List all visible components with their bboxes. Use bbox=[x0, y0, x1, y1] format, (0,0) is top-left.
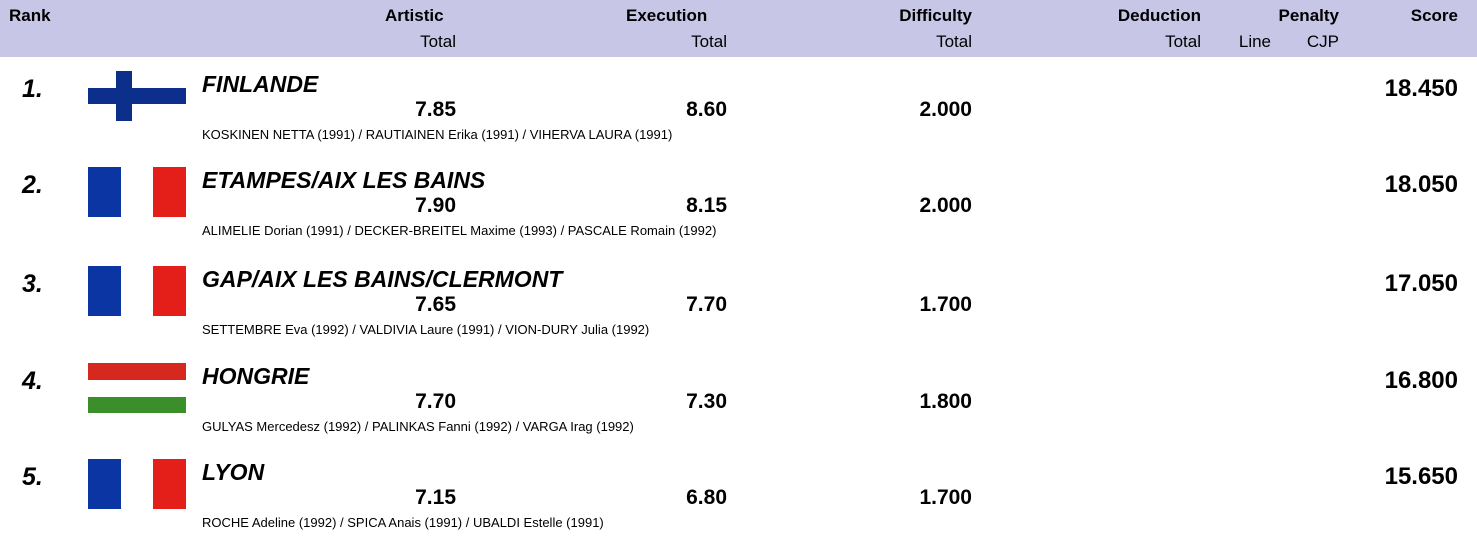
artistic-total: 7.90 bbox=[415, 194, 456, 217]
execution-total: 8.15 bbox=[686, 194, 727, 217]
difficulty-total: 1.700 bbox=[919, 293, 972, 316]
score-value: 18.050 bbox=[1384, 171, 1458, 198]
score-value: 18.450 bbox=[1384, 75, 1458, 102]
header-deduction: Deduction bbox=[1117, 6, 1201, 25]
rank-number: 3. bbox=[22, 270, 43, 298]
header-penalty-line: Line bbox=[1238, 32, 1271, 51]
artistic-total: 7.65 bbox=[415, 293, 456, 316]
execution-total: 6.80 bbox=[686, 486, 727, 509]
execution-total: 7.30 bbox=[686, 390, 727, 413]
france-flag-icon bbox=[88, 167, 186, 217]
header-execution-total: Total bbox=[691, 32, 727, 51]
header-deduction-total: Total bbox=[1165, 32, 1201, 51]
rank-number: 1. bbox=[22, 75, 43, 103]
header-rank: Rank bbox=[9, 6, 51, 25]
rank-number: 5. bbox=[22, 463, 43, 491]
header-difficulty: Difficulty bbox=[899, 6, 972, 25]
hungary-flag-icon bbox=[88, 363, 186, 413]
header-difficulty-total: Total bbox=[936, 32, 972, 51]
artistic-total: 7.70 bbox=[415, 390, 456, 413]
header-artistic: Artistic bbox=[385, 6, 444, 25]
rank-number: 4. bbox=[22, 367, 43, 395]
result-row bbox=[0, 363, 1477, 448]
difficulty-total: 2.000 bbox=[919, 98, 972, 121]
france-flag-icon bbox=[88, 459, 186, 509]
execution-total: 8.60 bbox=[686, 98, 727, 121]
athletes-list: ALIMELIE Dorian (1991) / DECKER-BREITEL Maxime (1993) / PASCALE Romain (1992) bbox=[202, 223, 717, 238]
athletes-list: GULYAS Mercedesz (1992) / PALINKAS Fanni (1992) / VARGA Irag (1992) bbox=[202, 419, 634, 434]
header-penalty: Penalty bbox=[1278, 6, 1339, 25]
artistic-total: 7.85 bbox=[415, 98, 456, 121]
france-flag-icon bbox=[88, 266, 186, 316]
rank-number: 2. bbox=[22, 171, 43, 199]
team-name: FINLANDE bbox=[202, 71, 319, 97]
athletes-list: KOSKINEN NETTA (1991) / RAUTIAINEN Erika (1991) / VIHERVA LAURA (1991) bbox=[202, 127, 673, 142]
score-value: 17.050 bbox=[1384, 270, 1458, 297]
difficulty-total: 2.000 bbox=[919, 194, 972, 217]
result-row bbox=[0, 71, 1477, 156]
athletes-list: ROCHE Adeline (1992) / SPICA Anais (1991) / UBALDI Estelle (1991) bbox=[202, 515, 604, 530]
header-score: Score bbox=[1410, 6, 1458, 25]
athletes-list: SETTEMBRE Eva (1992) / VALDIVIA Laure (1991) / VION-DURY Julia (1992) bbox=[202, 322, 650, 337]
team-name: ETAMPES/AIX LES BAINS bbox=[202, 167, 486, 193]
result-row bbox=[0, 266, 1477, 351]
result-row bbox=[0, 167, 1477, 252]
header-penalty-cjp: CJP bbox=[1306, 32, 1339, 51]
team-name: LYON bbox=[202, 459, 265, 485]
team-name: GAP/AIX LES BAINS/CLERMONT bbox=[202, 266, 563, 292]
score-value: 16.800 bbox=[1384, 367, 1458, 394]
artistic-total: 7.15 bbox=[415, 486, 456, 509]
team-name: HONGRIE bbox=[202, 363, 310, 389]
finland-flag-icon bbox=[88, 71, 186, 121]
header-artistic-total: Total bbox=[420, 32, 456, 51]
header-execution: Execution bbox=[626, 6, 708, 25]
difficulty-total: 1.700 bbox=[919, 486, 972, 509]
difficulty-total: 1.800 bbox=[919, 390, 972, 413]
result-row bbox=[0, 459, 1477, 544]
results-header bbox=[0, 0, 1477, 57]
score-value: 15.650 bbox=[1384, 463, 1458, 490]
execution-total: 7.70 bbox=[686, 293, 727, 316]
